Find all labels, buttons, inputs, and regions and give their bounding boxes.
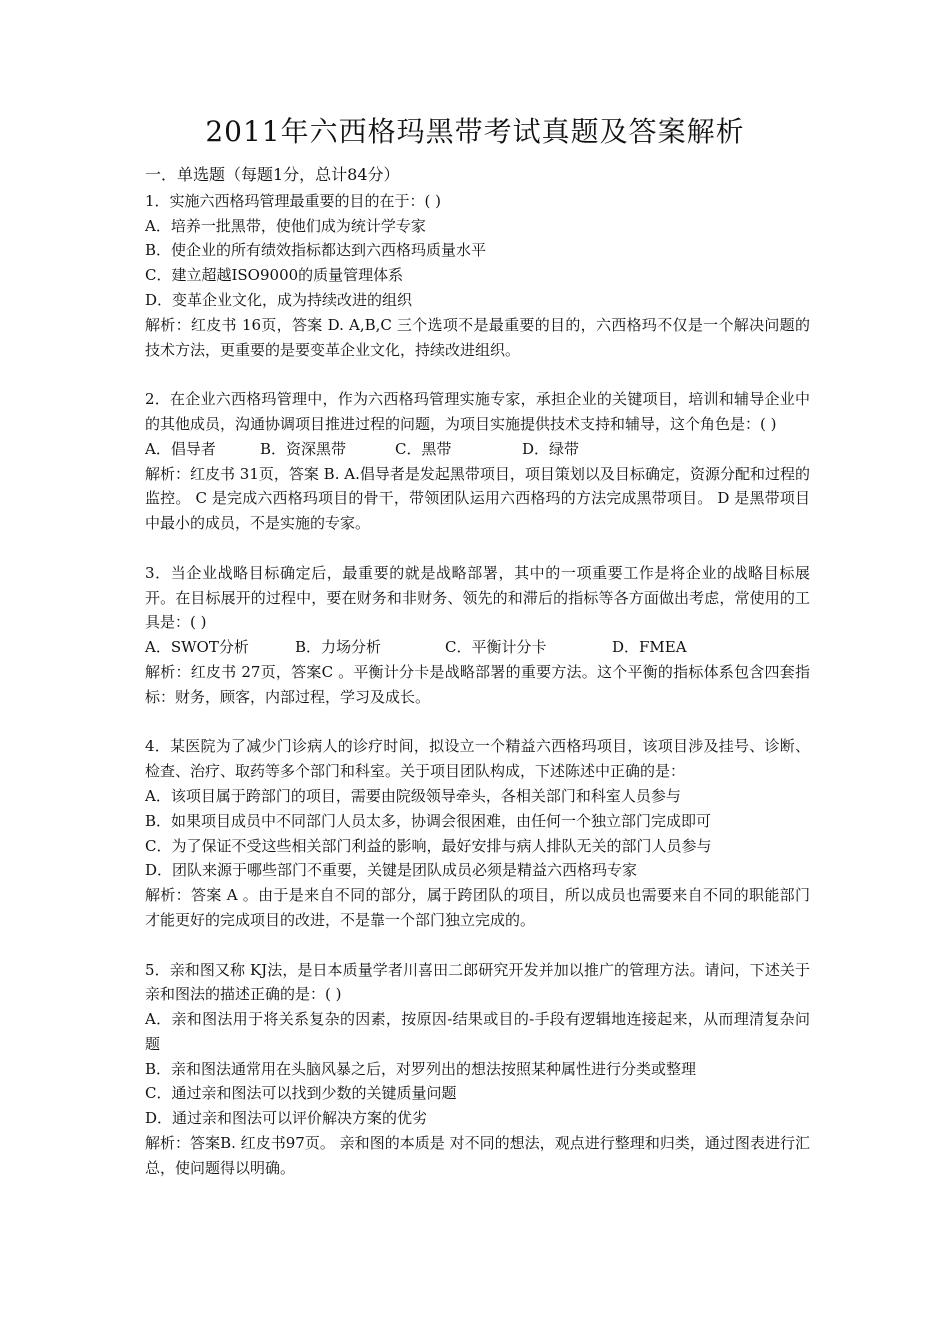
analysis-text: 解析：答案B. 红皮书97页。 亲和图的本质是 对不同的想法，观点进行整理和归类，通过图表进行汇总，使问题得以明确。	[145, 1134, 810, 1177]
spacer	[145, 710, 810, 735]
option-a: A．培养一批黑带，使他们成为统计学专家	[145, 216, 426, 235]
option-c: C．建立超越ISO9000的质量管理体系	[145, 266, 404, 285]
option-d: D．通过亲和图法可以评价解决方案的优劣	[145, 1109, 428, 1128]
option-d: D．团队来源于哪些部门不重要，关键是团队成员必须是精益六西格玛专家	[145, 861, 638, 880]
option-c: C．黑带	[395, 439, 452, 458]
document-body	[145, 163, 810, 1181]
spacer	[145, 362, 810, 387]
spacer	[145, 536, 810, 561]
section-heading: 一．单选题（每题1分，总计84分）	[145, 165, 400, 184]
option-d: D．绿带	[522, 439, 580, 458]
analysis-text: 解析：红皮书 27页，答案C 。平衡计分卡是战略部署的重要方法。这个平衡的指标体系包含四套指标：财务，顾客，内部过程，学习及成长。	[145, 662, 810, 706]
option-c: C．平衡计分卡	[445, 638, 547, 657]
options-row	[145, 635, 810, 660]
option-b: B．资深黑带	[260, 439, 347, 458]
question-stem: 2．在企业六西格玛管理中，作为六西格玛管理实施专家，承担企业的关键项目，培训和辅导企业中的其他成员，沟通协调项目推进过程的问题，为项目实施提供技术支持和辅导，这个角色是：( )	[145, 390, 810, 433]
question-stem: 4．某医院为了减少门诊病人的诊疗时间，拟设立一个精益六西格玛项目，该项目涉及挂号、诊断、检查、治疗、取药等多个部门和科室。关于项目团队构成，下述陈述中正确的是：	[145, 737, 810, 781]
question-3	[145, 561, 810, 710]
spacer	[145, 933, 810, 958]
analysis-text: 解析：红皮书 16页，答案 D. A,B,C 三个选项不是最重要的目的，六西格玛不仅是一个解决问题的技术方法，更重要的是要变革企业文化，持续改进组织。	[145, 315, 810, 359]
option-d: D．FMEA	[612, 638, 687, 657]
question-2	[145, 387, 810, 536]
option-a: A．倡导者	[145, 439, 216, 458]
question-stem: 5．亲和图又称 KJ法，是日本质量学者川喜田二郎研究开发并加以推广的管理方法。请问，下述关于亲和图法的描述正确的是：( )	[145, 960, 810, 1004]
question-4	[145, 734, 810, 932]
question-5	[145, 958, 810, 1181]
option-b: B．如果项目成员中不同部门人员太多，协调会很困难，由任何一个独立部门完成即可	[145, 811, 712, 830]
option-c: C．通过亲和图法可以找到少数的关键质量问题	[145, 1084, 457, 1103]
option-b: B．力场分析	[295, 638, 382, 657]
analysis-text: 解析：红皮书 31页，答案 B. A.倡导者是发起黑带项目，项目策划以及目标确定，资源分配和过程的监控。 C 是完成六西格玛项目的骨干，带领团队运用六西格玛的方法完成黑带项目。 D 是黑带项目中最小的成员，不是实施的专家。	[145, 464, 810, 533]
page-title: 2011年六西格玛黑带考试真题及答案解析	[205, 115, 745, 148]
option-a: A．SWOT分析	[145, 638, 249, 657]
option-a: A．该项目属于跨部门的项目，需要由院级领导牵头，各相关部门和科室人员参与	[145, 786, 681, 805]
option-d: D．变革企业文化，成为持续改进的组织	[145, 290, 413, 309]
question-1	[145, 189, 810, 363]
option-c: C．为了保证不受这些相关部门利益的影响，最好安排与病人排队无关的部门人员参与	[145, 836, 712, 855]
analysis-text: 解析：答案 A 。由于是来自不同的部分，属于跨团队的项目，所以成员也需要来自不同的职能部门才能更好的完成项目的改进，不是靠一个部门独立完成的。	[145, 886, 810, 929]
option-a: A．亲和图法用于将关系复杂的因素，按原因-结果或目的-手段有逻辑地连接起来，从而理清复杂问题	[145, 1010, 810, 1053]
question-stem: 1．实施六西格玛管理最重要的目的在于：( )	[145, 191, 442, 210]
option-b: B．使企业的所有绩效指标都达到六西格玛质量水平	[145, 241, 487, 260]
question-stem: 3．当企业战略目标确定后，最重要的就是战略部署，其中的一项重要工作是将企业的战略目标展开。在目标展开的过程中，要在财务和非财务、领先的和滞后的指标等各方面做出考虑，常使用的工具是：( )	[145, 563, 810, 632]
options-row	[145, 437, 810, 462]
option-b: B．亲和图法通常用在头脑风暴之后，对罗列出的想法按照某种属性进行分类或整理	[145, 1059, 697, 1078]
